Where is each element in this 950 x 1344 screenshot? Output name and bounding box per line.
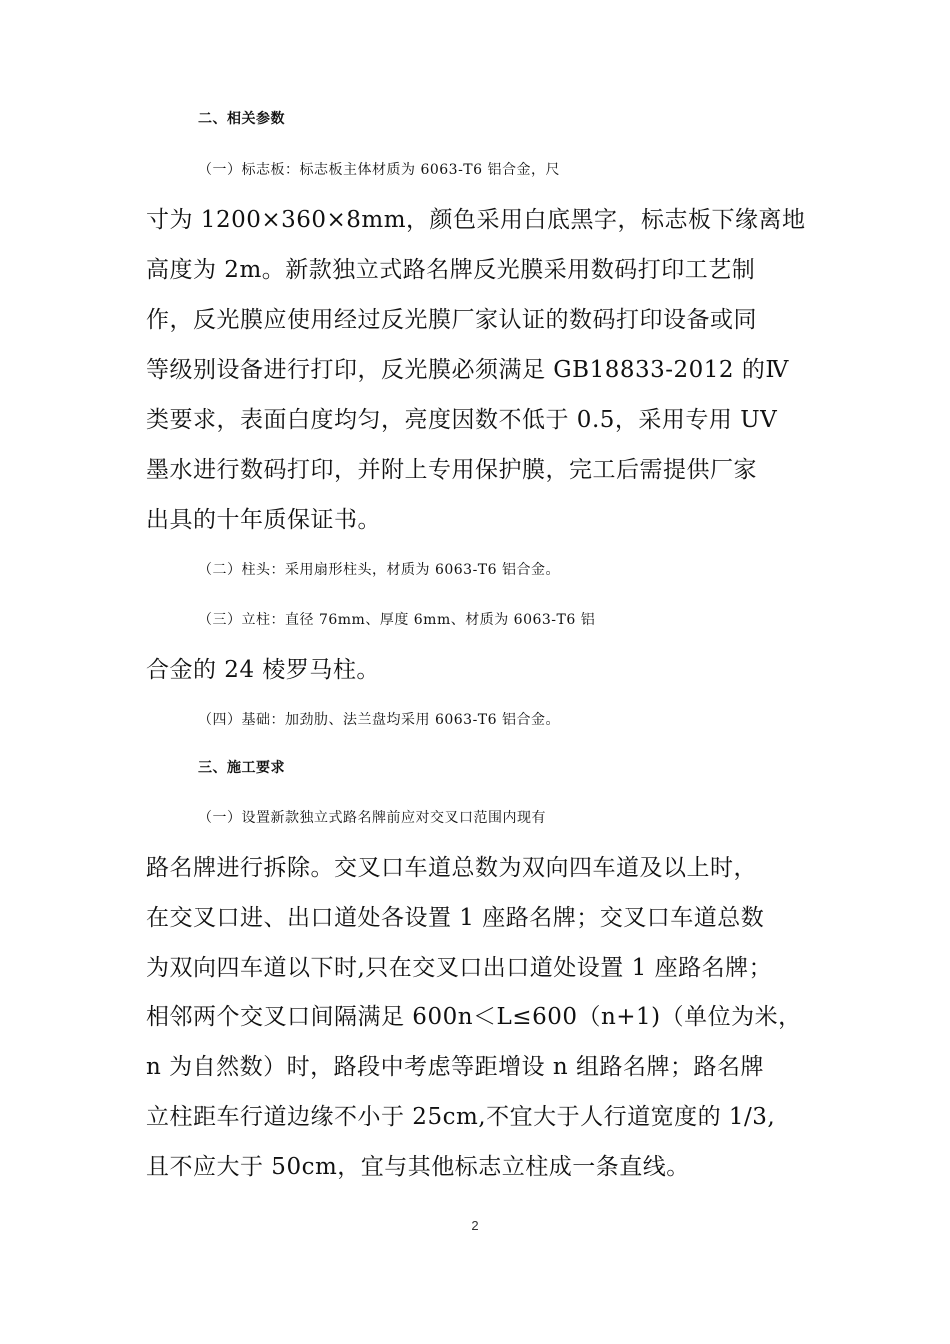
- paragraph-line: （四）基础：加劲肋、法兰盘均采用 6063-T6 铝合金。: [198, 712, 561, 728]
- paragraph-line: 立柱距车行道边缘不小于 25cm,不宜大于人行道宽度的 1/3,: [146, 1104, 776, 1130]
- paragraph-line: 合金的 24 棱罗马柱。: [146, 657, 380, 683]
- paragraph-line: （二）柱头：采用扇形柱头，材质为 6063-T6 铝合金。: [198, 562, 561, 578]
- paragraph-line: 在交叉口进、出口道处各设置 1 座路名牌；交叉口车道总数: [146, 905, 765, 931]
- paragraph-line: 作，反光膜应使用经过反光膜厂家认证的数码打印设备或同: [146, 307, 757, 333]
- paragraph-line: n 为自然数）时，路段中考虑等距增设 n 组路名牌；路名牌: [146, 1054, 765, 1080]
- paragraph-line: （三）立柱：直径 76mm、厚度 6mm、材质为 6063-T6 铝: [198, 612, 596, 628]
- page-number: 2: [471, 1218, 479, 1233]
- paragraph-line: （一）标志板：标志板主体材质为 6063-T6 铝合金，尺: [198, 162, 561, 178]
- paragraph-line: 等级别设备进行打印，反光膜必须满足 GB18833-2012 的Ⅳ: [146, 357, 789, 383]
- paragraph-line: 类要求，表面白度均匀，亮度因数不低于 0.5，采用专用 UV: [146, 407, 778, 433]
- paragraph-line: 高度为 2m。新款独立式路名牌反光膜采用数码打印工艺制: [146, 257, 756, 283]
- paragraph-line: （一）设置新款独立式路名牌前应对交叉口范围内现有: [198, 810, 546, 826]
- paragraph-line: 为双向四车道以下时,只在交叉口出口道处设置 1 座路名牌；: [146, 955, 773, 981]
- paragraph-line: 相邻两个交叉口间隔满足 600n＜L≤600（n+1)（单位为米，: [146, 1004, 802, 1030]
- section-heading-construction: 三、施工要求: [198, 760, 285, 776]
- paragraph-line: 路名牌进行拆除。交叉口车道总数为双向四车道及以上时，: [146, 855, 757, 881]
- paragraph-line: 出具的十年质保证书。: [146, 507, 381, 533]
- paragraph-line: 墨水进行数码打印，并附上专用保护膜，完工后需提供厂家: [146, 457, 757, 483]
- section-heading-parameters: 二、相关参数: [198, 111, 285, 127]
- paragraph-line: 且不应大于 50cm，宜与其他标志立柱成一条直线。: [146, 1154, 690, 1180]
- paragraph-line: 寸为 1200×360×8mm，颜色采用白底黑字，标志板下缘离地: [146, 207, 806, 233]
